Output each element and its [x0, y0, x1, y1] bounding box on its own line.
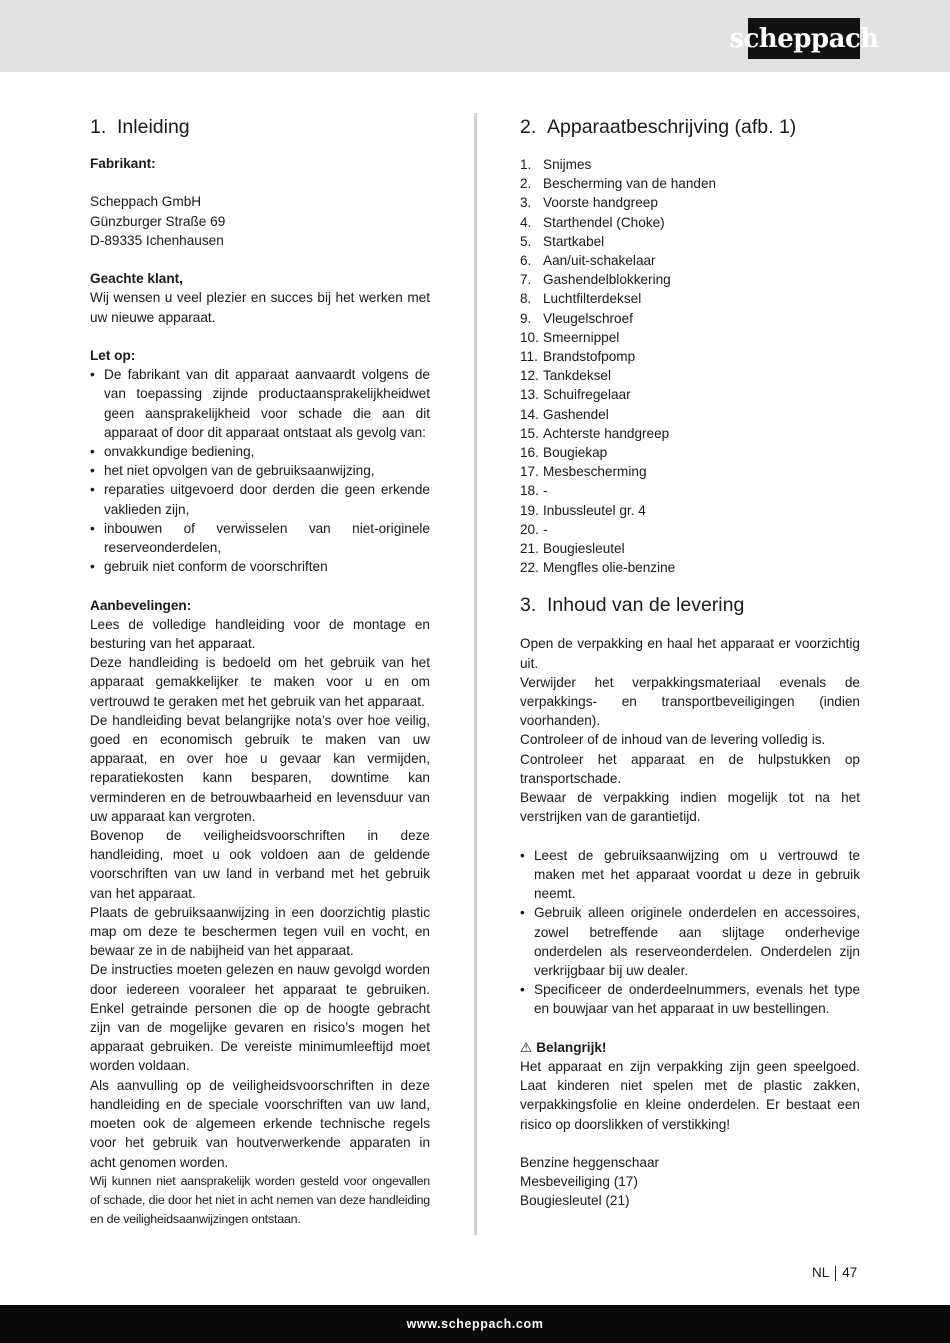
list-item: • gebruik niet conform de voorschriften	[90, 557, 430, 576]
address-line: D-89335 Ichenhausen	[90, 232, 224, 248]
recommendations-label: Aanbevelingen:	[90, 597, 192, 613]
list-item: • reparaties uitgevoerd door derden die geen erkende vaklieden zijn,	[90, 480, 430, 518]
list-item: • inbouwen of verwisselen van niet-originele reserveonderdelen,	[90, 519, 430, 557]
paragraph: Als aanvulling op de veiligheidsvoorschriften in deze handleiding en de speciale voorschriften van uw land, moeten ook de algemeen erkende technische regels voor het gebruik van houtverwerkende apparaten in acht genomen worden.	[90, 1077, 430, 1170]
part-item: 5. Startkabel	[520, 233, 605, 249]
heading-number: 2.	[520, 116, 537, 138]
contents-item: Benzine heggenschaar	[520, 1154, 660, 1170]
part-item: 11. Brandstofpomp	[520, 349, 636, 365]
paragraph: Controleer of de inhoud van de levering volledig is.	[520, 732, 826, 748]
note-list	[90, 365, 430, 576]
footer-url[interactable]: www.scheppach.com	[406, 1317, 544, 1331]
paragraph: Bewaar de verpakking indien mogelijk tot na het verstrijken van de garantietijd.	[520, 790, 860, 825]
list-item: • Specificeer de onderdeelnummers, evenals het type en bouwjaar van het apparaat in uw bestellingen.	[520, 980, 860, 1018]
paragraph: De handleiding bevat belangrijke nota’s over hoe veilig, goed en economisch gebruik te maken van uw apparaat, en over hoe u gevaar kan vermijden, reparatiekosten kann besparen, downtime kan verminderen en de betrouwbaarheid en levensduur van uw apparaat kan vergroten.	[90, 712, 430, 824]
parts-list	[520, 155, 860, 577]
part-item: 2. Bescherming van de handen	[520, 176, 717, 192]
list-item: • Gebruik alleen originele onderdelen en accessoires, zowel betreffende aan slijtage onderhevige onderdelen als reserveonderdelen. Onderdelen zijn verkrijgbaar bij uw dealer.	[520, 903, 860, 980]
part-item: 19. Inbussleutel gr. 4	[520, 502, 646, 518]
heading-number: 1.	[90, 116, 107, 138]
advice-list	[520, 846, 860, 1019]
list-item: • onvakkundige bediening,	[90, 442, 430, 461]
heading-text: Apparaatbeschrijving (afb. 1)	[547, 116, 797, 138]
important-text: Het apparaat en zijn verpakking zijn geen speelgoed. Laat kinderen niet spelen met de plastic zakken, verpakkingsfolie en kleine onderdelen. Er bestaat een risico op doorslikken of verstikking!	[520, 1058, 860, 1132]
page-number-separator	[835, 1266, 836, 1281]
page-number	[812, 1264, 857, 1282]
warning-icon: ⚠	[520, 1039, 533, 1055]
address-line: Günzburger Straße 69	[90, 213, 226, 229]
paragraph: De instructies moeten gelezen en nauw gevolgd worden door iedereen vooraleer het apparaat te gebruiken. Enkel getrainde personen die op de hoogte gebracht zijn van de mogelijke gevaren en risico’s mogen het apparaat gebruiken. De vereiste minimumleeftijd moet worden voldaan.	[90, 962, 430, 1074]
important-heading	[520, 1038, 860, 1057]
paragraph: Verwijder het verpakkingsmateriaal evenals de verpakkings- en transportbeveiligingen (indien voorhanden).	[520, 674, 860, 729]
part-item: 20. -	[520, 521, 548, 537]
paragraph: Open de verpakking en haal het apparaat er voorzichtig uit.	[520, 636, 860, 671]
address-line: Scheppach GmbH	[90, 194, 202, 210]
section-heading-apparaatbeschrijving	[520, 112, 860, 142]
list-item: • Leest de gebruiksaanwijzing om u vertrouwd te maken met het apparaat voordat u deze in gebruik neemt.	[520, 846, 860, 904]
language-code: NL	[812, 1265, 830, 1280]
section-heading-inleiding	[90, 112, 430, 142]
part-item: 22. Mengfles olie-benzine	[520, 560, 676, 576]
part-item: 9. Vleugelschroef	[520, 310, 633, 326]
contents-item: Bougiesleutel (21)	[520, 1193, 630, 1209]
part-item: 10. Smeernippel	[520, 329, 620, 345]
paragraph: Bovenop de veiligheidsvoorschriften in deze handleiding, moet u ook voldoen aan de geldende voorschriften van uw land in verband met het gebruik van het apparaat.	[90, 828, 430, 901]
contents-item: Mesbeveiliging (17)	[520, 1174, 638, 1190]
part-item: 8. Luchtfilterdeksel	[520, 291, 642, 307]
right-column	[520, 112, 860, 1211]
dear-customer-label: Geachte klant,	[90, 271, 183, 287]
list-item: • De fabrikant van dit apparaat aanvaardt volgens de van toepassing zijnde productaansprakelijkheidwet geen aansprakelijkheid voor schade die aan dit apparaat of door dit apparaat ontstaat als gevolg van:	[90, 365, 430, 442]
paragraph: Plaats de gebruiksaanwijzing in een doorzichtig plastic map om deze te beschermen tegen vuil en vocht, en bewaar ze in de nabijheid van het apparaat.	[90, 904, 430, 959]
part-item: 18. -	[520, 483, 548, 499]
part-item: 21. Bougiesleutel	[520, 541, 625, 557]
part-item: 7. Gashendelblokkering	[520, 272, 671, 288]
important-label: Belangrijk!	[536, 1039, 607, 1055]
footer-bar	[0, 1305, 950, 1343]
dear-customer-text: Wij wensen u veel plezier en succes bij het werken met uw nieuwe apparaat.	[90, 290, 430, 325]
left-column	[90, 112, 430, 1229]
part-item: 13. Schuifregelaar	[520, 387, 631, 403]
heading-text: Inleiding	[117, 116, 190, 138]
paragraph: Lees de volledige handleiding voor de montage en besturing van het apparaat.	[90, 616, 430, 652]
paragraph: Controleer het apparaat en de hulpstukken op transportschade.	[520, 751, 860, 786]
list-item: • het niet opvolgen van de gebruiksaanwijzing,	[90, 461, 430, 480]
part-item: 15. Achterste handgreep	[520, 425, 670, 441]
note-label: Let op:	[90, 347, 136, 363]
part-item: 3. Voorste handgreep	[520, 195, 658, 211]
page-number-value: 47	[842, 1265, 858, 1280]
part-item: 16. Bougiekap	[520, 445, 608, 461]
heading-number: 3.	[520, 594, 537, 617]
disclaimer-text: Wij kunnen niet aansprakelijk worden gesteld voor ongevallen of schade, die door het niet in acht nemen van deze handleiding en de veiligheidsaanwijzingen ontstaan.	[90, 1173, 430, 1227]
part-item: 1. Snijmes	[520, 157, 592, 172]
manufacturer-label: Fabrikant:	[90, 156, 156, 171]
section-heading-inhoud	[520, 590, 860, 620]
part-item: 6. Aan/uit-schakelaar	[520, 253, 656, 269]
part-item: 4. Starthendel (Choke)	[520, 214, 665, 230]
part-item: 17. Mesbescherming	[520, 464, 647, 480]
paragraph: Deze handleiding is bedoeld om het gebruik van het apparaat gemakkelijker te maken voor u en om vertrouwd te geraken met het gebruik van het apparaat.	[90, 655, 430, 709]
part-item: 14. Gashendel	[520, 406, 609, 422]
scheppach-logo: scheppach	[748, 18, 860, 59]
part-item: 12. Tankdeksel	[520, 368, 612, 384]
column-divider	[474, 113, 477, 1235]
heading-text: Inhoud van de levering	[547, 594, 745, 617]
